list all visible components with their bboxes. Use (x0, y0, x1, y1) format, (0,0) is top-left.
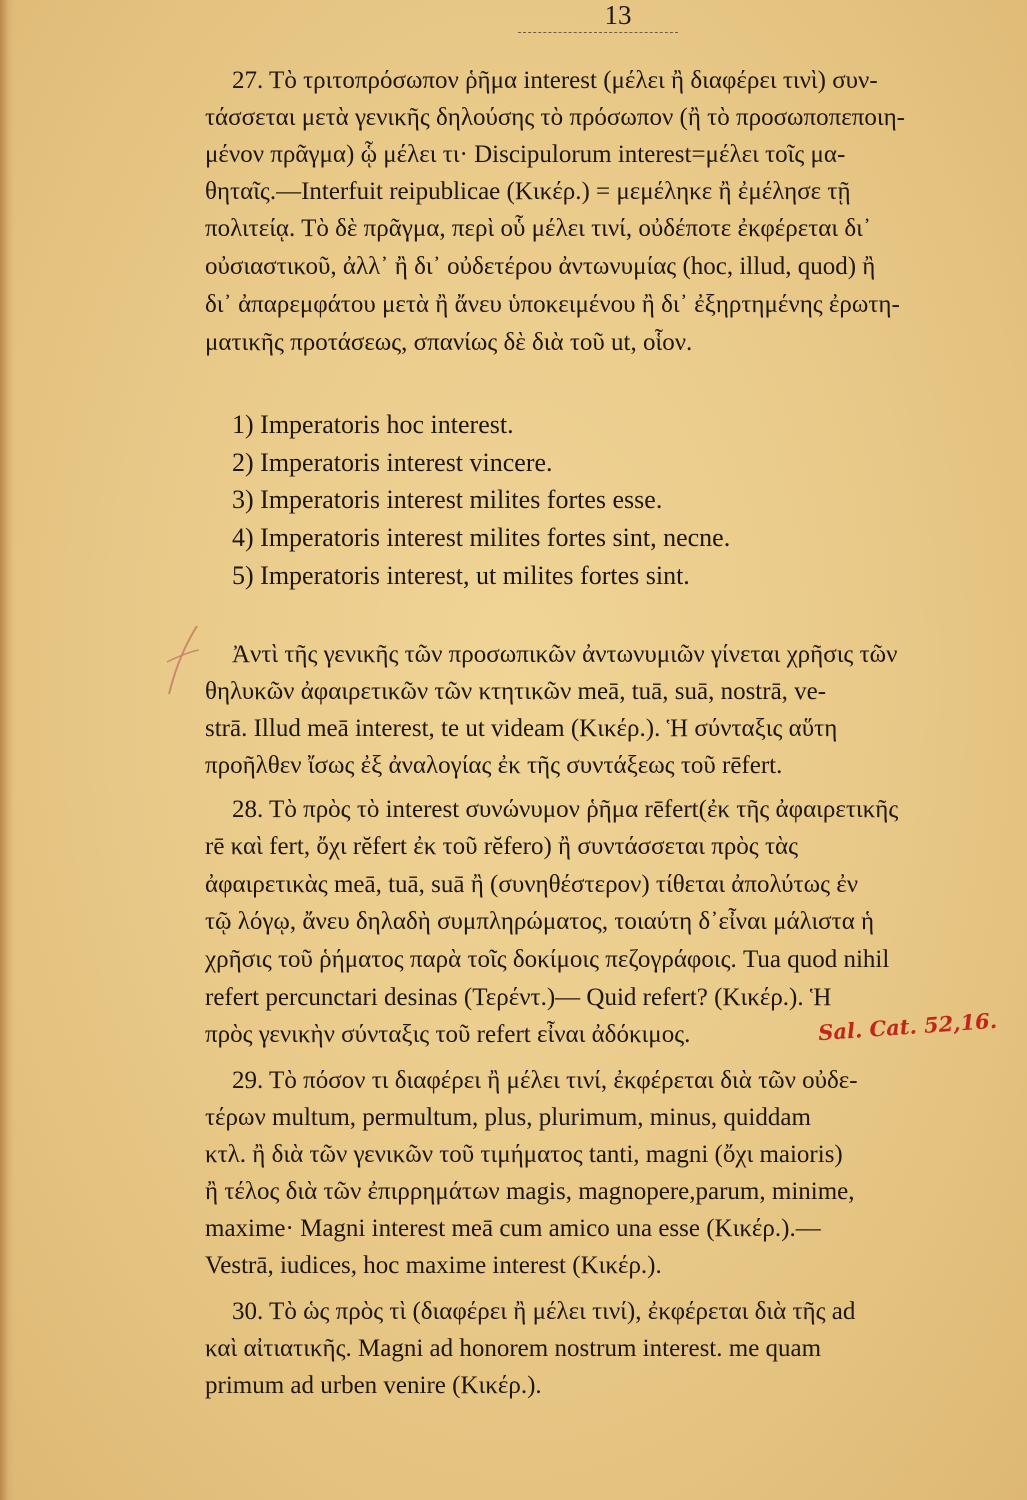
text-line: ματικῆς προτάσεως, σπανίως δὲ διὰ τοῦ ut, οἷον. (205, 329, 693, 356)
text-line: πρὸς γενικὴν σύνταξις τοῦ refert εἶναι ἀδόκιμος. (205, 1021, 691, 1048)
text-line: καὶ αἰτιατικῆς. Magni ad honorem nostrum interest. me quam (205, 1335, 822, 1362)
text-line: τάσσεται μετὰ γενικῆς δηλούσης τὸ πρόσωπον (ἢ τὸ προσωποπεποιη- (205, 104, 905, 131)
example-item: 4) Imperatoris interest milites fortes sint, necne. (232, 523, 731, 552)
text-line: rē καὶ fert, ὄχι rĕfert ἐκ τοῦ rĕfero) ἢ συντάσσεται πρὸς τὰς (205, 833, 799, 860)
text-line: refert percunctari desinas (Τερέντ.)— Quid refert? (Κικέρ.). Ἡ (205, 984, 832, 1011)
example-item: 5) Imperatoris interest, ut milites fortes sint. (232, 561, 690, 590)
header-rule (518, 32, 678, 33)
text-line: ἀφαιρετικὰς meā, tuā, suā ἢ (συνηθέστερον) τίθεται ἀπολύτως ἐν (205, 871, 859, 898)
page-number: 13 (604, 0, 632, 30)
text-line: 28. Τὸ πρὸς τὸ interest συνώνυμον ῥῆμα rēfert(ἐκ τῆς ἀφαιρετικῆς (232, 796, 899, 823)
text-line: προῆλθεν ἴσως ἐξ ἀναλογίας ἐκ τῆς συντάξεως τοῦ rēfert. (205, 752, 783, 779)
text-line: maxime· Magni interest meā cum amico una esse (Κικέρ.).— (205, 1215, 821, 1242)
text-line: 27. Τὸ τριτοπρόσωπον ῥῆμα interest (μέλει ἢ διαφέρει τινὶ) συν- (232, 67, 878, 94)
text-line: θηταῖς.—Interfuit reipublicae (Κικέρ.) = μεμέληκε ἢ ἐμέλησε τῇ (205, 178, 851, 205)
text-line: θηλυκῶν ἀφαιρετικῶν τῶν κτητικῶν meā, tuā, suā, nostrā, ve- (205, 678, 827, 705)
text-line: πολιτείᾳ. Τὸ δὲ πρᾶγμα, περὶ οὗ μέλει τινί, οὐδέποτε ἐκφέρεται δι᾽ (205, 215, 872, 242)
text-line: ἢ τέλος διὰ τῶν ἐπιρρημάτων magis, magnopere,parum, minime, (205, 1178, 855, 1205)
text-line: μένον πρᾶγμα) ᾧ μέλει τι· Discipulorum interest=μέλει τοῖς μα- (205, 141, 846, 168)
example-item: 1) Imperatoris hoc interest. (232, 410, 514, 439)
text-line: Vestrā, iudices, hoc maxime interest (Κικέρ.). (205, 1252, 662, 1279)
example-item: 2) Imperatoris interest vincere. (232, 448, 553, 477)
text-line: Ἀντὶ τῆς γενικῆς τῶν προσωπικῶν ἀντωνυμιῶν γίνεται χρῆσις τῶν (232, 641, 898, 668)
text-line: τῷ λόγῳ, ἄνευ δηλαδὴ συμπληρώματος, τοιαύτη δ᾽εἶναι μάλιστα ἡ (205, 908, 875, 935)
text-line: τέρων multum, permultum, plus, plurimum, minus, quiddam (205, 1104, 811, 1131)
text-line: δι᾽ ἀπαρεμφάτου μετὰ ἢ ἄνευ ὑποκειμένου ἢ δι᾽ ἐξηρτημένης ἐρωτη- (205, 291, 900, 318)
text-line: strā. Illud meā interest, te ut videam (Κικέρ.). Ἡ σύνταξις αὕτη (205, 715, 838, 742)
example-item: 3) Imperatoris interest milites fortes esse. (232, 485, 663, 514)
handwritten-note: Sal. Cat. 52,16. (817, 1007, 998, 1046)
text-line: οὐσιαστικοῦ, ἀλλ᾽ ἢ δι᾽ οὐδετέρου ἀντωνυμίας (hoc, illud, quod) ἢ (205, 253, 876, 280)
text-line: 30. Τὸ ὡς πρὸς τὶ (διαφέρει ἢ μέλει τινί), ἐκφέρεται διὰ τῆς ad (232, 1298, 856, 1325)
text-line: χρῆσις τοῦ ῥήματος παρὰ τοῖς δοκίμοις πεζογράφοις. Tua quod nihil (205, 946, 890, 973)
text-line: 29. Τὸ πόσον τι διαφέρει ἢ μέλει τινί, ἐκφέρεται διὰ τῶν οὐδε- (232, 1067, 858, 1094)
pencil-mark-icon (163, 622, 203, 700)
text-line: primum ad urben venire (Κικέρ.). (205, 1372, 542, 1399)
text-line: κτλ. ἢ διὰ τῶν γενικῶν τοῦ τιμήματος tanti, magni (ὄχι maioris) (205, 1141, 843, 1168)
page-spine-shadow (0, 0, 14, 1500)
